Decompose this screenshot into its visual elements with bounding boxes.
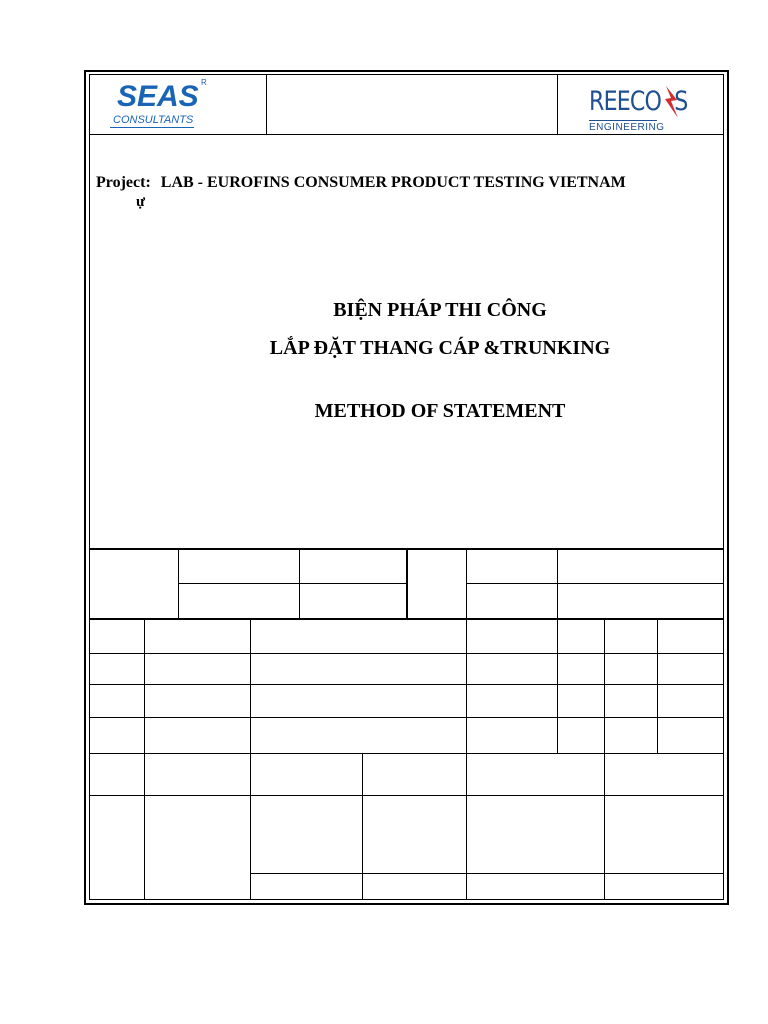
table-line	[299, 549, 300, 619]
table-line	[657, 619, 658, 753]
table-line	[466, 583, 724, 584]
reecons-logo-underline	[589, 120, 657, 121]
header-tick	[266, 74, 272, 75]
header-divider-left	[266, 74, 267, 134]
project-name: LAB - EUROFINS CONSUMER PRODUCT TESTING VIETNAM	[160, 174, 626, 191]
table-line	[557, 549, 558, 619]
table-line	[250, 619, 251, 900]
reecons-logo-name: REECO S	[589, 86, 688, 117]
seas-logo-name: SEAS	[117, 80, 199, 113]
table-line	[89, 795, 724, 796]
table-line	[144, 619, 145, 900]
table-line	[604, 753, 605, 900]
table-line	[89, 717, 724, 718]
title-english: METHOD OF STATEMENT	[314, 400, 566, 422]
title-vietnamese-line2: LẮP ĐẶT THANG CÁP &TRUNKING	[269, 337, 611, 359]
table-line	[178, 583, 407, 584]
header-divider-right	[557, 74, 558, 134]
header-bottom-line	[89, 134, 724, 135]
table-line	[250, 873, 724, 874]
seas-logo-registered-mark: R	[201, 78, 207, 87]
page-inner-frame	[89, 74, 724, 900]
project-label: Project:	[96, 174, 151, 191]
lightning-bolt-icon	[663, 84, 681, 120]
table-line	[406, 549, 408, 619]
table-line	[362, 753, 363, 900]
table-line	[89, 653, 724, 654]
reecons-logo-subtitle: ENGINEERING	[589, 122, 665, 133]
table-line	[89, 684, 724, 685]
seas-logo-subtitle: CONSULTANTS	[113, 114, 194, 126]
table-line	[604, 619, 605, 753]
table-line	[89, 753, 724, 754]
table-line	[557, 619, 558, 753]
seas-logo-underline	[110, 127, 194, 128]
table-line	[178, 549, 179, 619]
table-line	[466, 619, 467, 900]
table-line	[466, 549, 467, 619]
title-vietnamese-line1: BIỆN PHÁP THI CÔNG	[333, 299, 547, 321]
project-line	[96, 174, 626, 192]
project-extra-char: ự	[136, 194, 146, 210]
